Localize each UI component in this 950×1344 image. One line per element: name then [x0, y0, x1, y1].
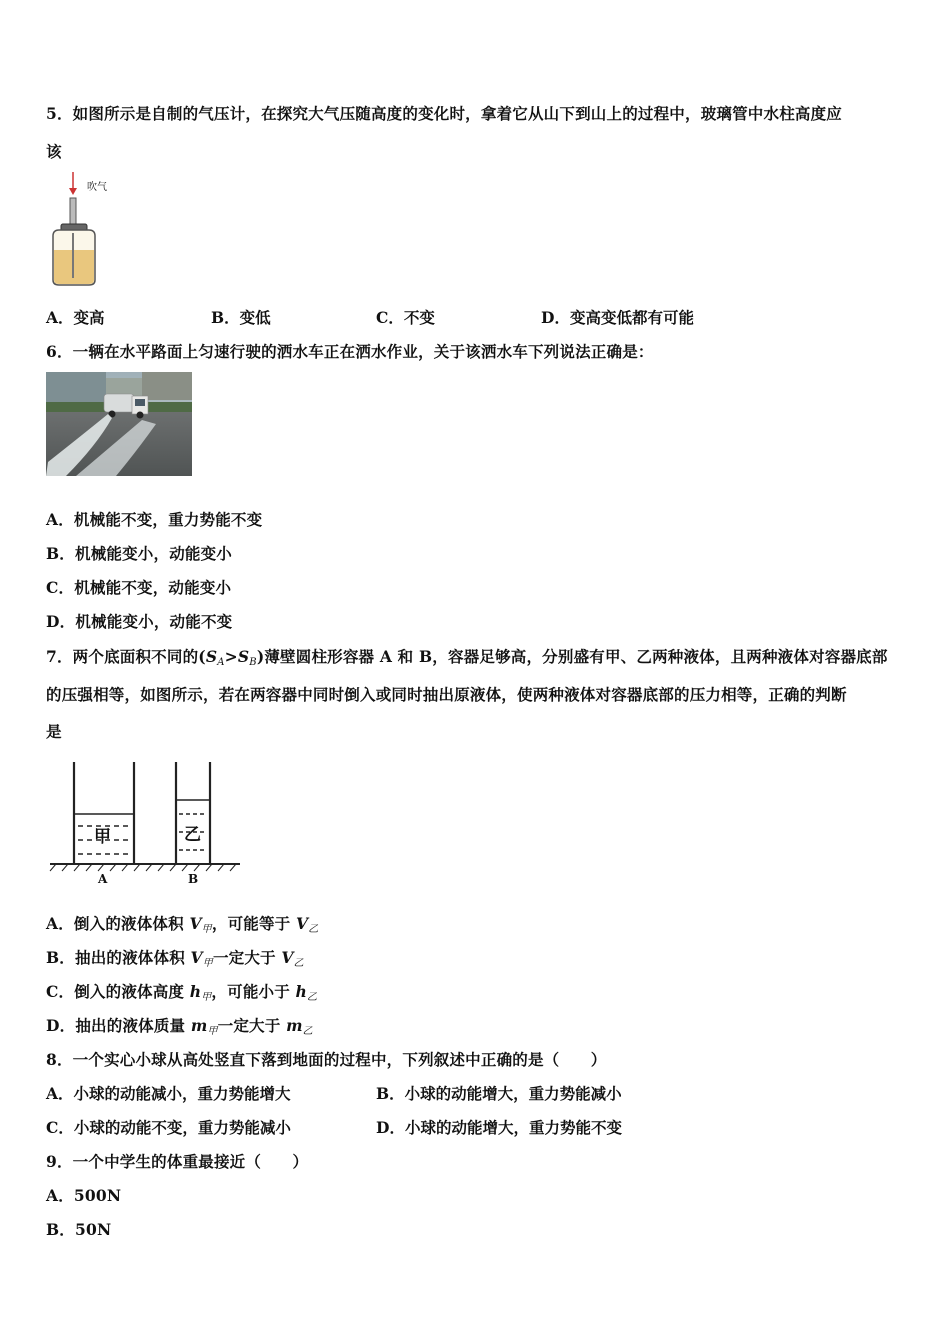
q8-stem: 8．一个实心小球从高处竖直下落到地面的过程中，下列叙述中正确的是（ ）: [46, 1050, 607, 1069]
container-b-label: B: [188, 872, 199, 886]
q7-stem-suffix: )薄壁圆柱形容器 A 和 B，容器足够高，分别盛有甲、乙两种液体，且两种液体对容器底部: [256, 647, 888, 666]
q7-option-c: C．倒入的液体高度 $h_甲$，可能小于 $h_乙$: [46, 982, 318, 1003]
q7-sa: S: [205, 647, 218, 666]
q7-stem-line3: 是: [46, 722, 62, 741]
q6-option-c: C．机械能不变，动能变小: [46, 578, 232, 597]
q7-sb-sub: B: [249, 657, 257, 668]
q5-option-c: C．不变: [376, 308, 435, 327]
figure-label-blow: 吹气: [87, 182, 107, 193]
liquid-a-label: 甲: [94, 827, 111, 847]
q7-gt: >: [224, 647, 238, 666]
q5-option-d: D．变高变低都有可能: [541, 308, 694, 327]
q6-stem: 6．一辆在水平路面上匀速行驶的洒水车正在洒水作业，关于该洒水车下列说法正确是：: [46, 342, 654, 361]
q7-stem-line2: 的压强相等，如图所示，若在两容器中同时倒入或同时抽出原液体，使两种液体对容器底部的压力相等，正确的判断: [46, 685, 847, 704]
q7-stem-line1: [46, 645, 888, 668]
sprinkler-truck-photo: [46, 372, 192, 476]
liquid-b-label: 乙: [184, 825, 201, 845]
q9-option-b: B．50N: [46, 1220, 112, 1239]
q5-stem-line1: 5．如图所示是自制的气压计，在探究大气压随高度的变化时，拿着它从山下到山上的过程中，玻璃管中水柱高度应: [46, 104, 842, 123]
q5-stem-line2: 该: [46, 142, 62, 161]
q5-option-a: A．变高: [46, 308, 105, 327]
q8-option-d: D．小球的动能增大，重力势能不变: [376, 1118, 622, 1137]
barometer-figure: [44, 168, 124, 290]
q6-option-d: D．机械能变小，动能不变: [46, 612, 233, 631]
q6-option-a: A．机械能不变，重力势能不变: [46, 510, 263, 529]
q7-option-a: A．倒入的液体体积 $V_甲$，可能等于 $V_乙$: [46, 914, 319, 935]
q7-stem-prefix: 7．两个底面积不同的(: [46, 647, 206, 666]
q8-option-b: B．小球的动能增大，重力势能减小: [376, 1084, 622, 1103]
q7-option-d: D．抽出的液体质量 $m_甲$一定大于 $m_乙$: [46, 1016, 313, 1037]
q9-option-a: A．500N: [46, 1186, 122, 1205]
q8-option-c: C．小球的动能不变，重力势能减小: [46, 1118, 291, 1137]
q5-option-b: B．变低: [211, 308, 271, 327]
q8-option-a: A．小球的动能减小，重力势能增大: [46, 1084, 291, 1103]
q7-sb: S: [237, 647, 250, 666]
q7-option-b: B．抽出的液体体积 $V_甲$一定大于 $V_乙$: [46, 948, 304, 969]
q6-option-b: B．机械能变小，动能变小: [46, 544, 233, 563]
containers-figure: [48, 760, 244, 892]
q7-sa-sub: A: [217, 657, 225, 668]
container-a-label: A: [98, 872, 108, 886]
q9-stem: 9．一个中学生的体重最接近（ ）: [46, 1152, 309, 1171]
